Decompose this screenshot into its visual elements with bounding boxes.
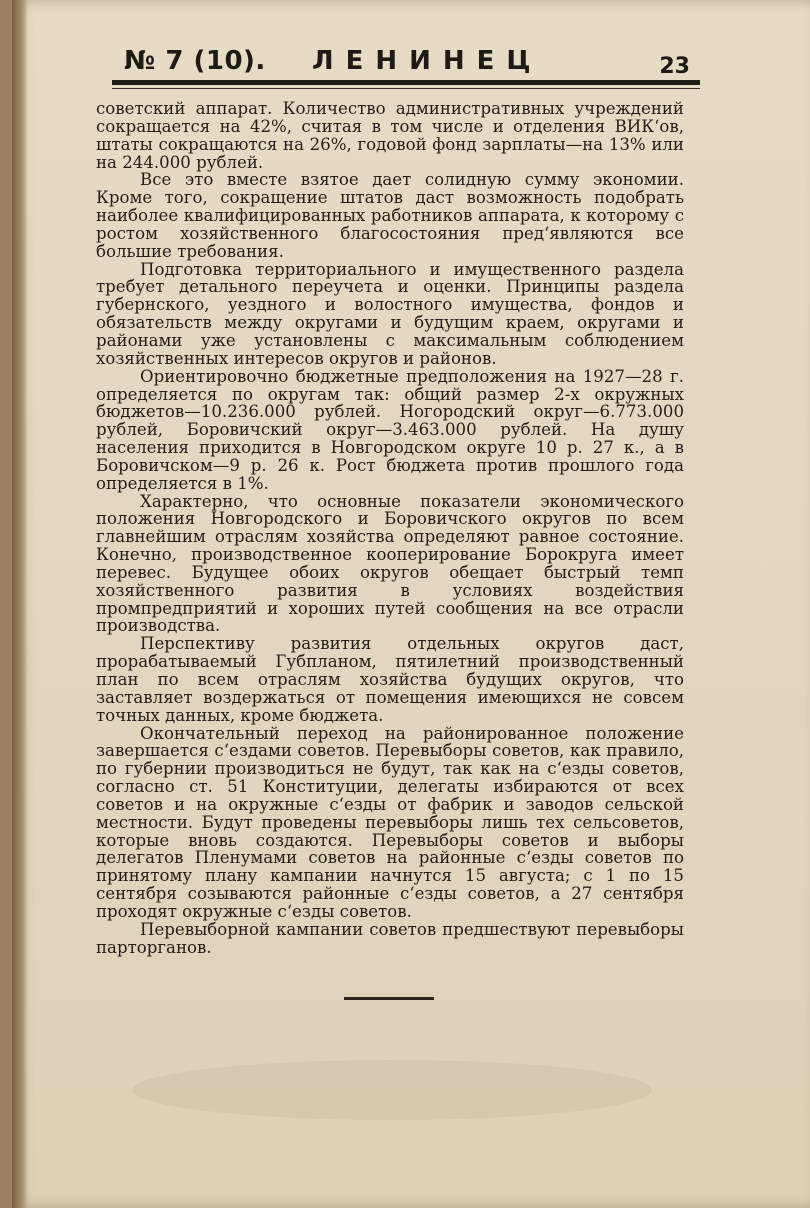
header-rule: [112, 80, 700, 85]
paragraph: Подготовка территориального и имущественного раздела требует детального переучета и оценки. Принципы раздела губернского, уездного и волостного имущества, фондов и обязательств между округами и будущим краем, округами и районами уже установлены с максимальным соблюдением хозяйственных интересов округов и районов.: [96, 259, 684, 368]
article-body: [96, 100, 684, 957]
header-rule-thin: [112, 88, 700, 89]
binding-shadow: [12, 0, 28, 1208]
page-number: 23: [659, 54, 690, 79]
paragraph: Окончательный переход на районированное положение завершается с‘ездами советов. Перевыборы советов, как правило, по губернии производиться не будут, так как на с‘езды советов, согласно ст. 51 Конституции, делегаты избираются от всех советов и на окружные с‘езды от фабрик и заводов сельской местности. Будут проведены перевыборы лишь тех сельсоветов, которые вновь создаются. Перевыборы советов и выборы делегатов Пленумами советов на районные с‘езды советов по принятому плану кампании начнутся 15 августа; с 1 по 15 сентября созываются районные с‘езды советов, а 27 сентября проходят окружные с‘езды советов.: [96, 723, 684, 921]
issue-number: № 7 (10).: [124, 46, 266, 76]
paper-stain: [132, 1060, 652, 1120]
article-end-rule: [344, 997, 434, 1000]
paragraph: Перспективу развития отдельных округов даст, прорабатываемый Губпланом, пятилетний производственный план по всем отраслям хозяйства будущих округов, что заставляет воздержаться от помещения имеющихся не совсем точных данных, кроме бюджета.: [96, 634, 684, 725]
paragraph-continuation: советский аппарат. Количество административных учреждений сокращается на 42%, считая в том числе и отделения ВИК‘ов, штаты сокращаются на 26%, годовой фонд зарплаты—на 13% или на 244.000 рублей.: [96, 99, 684, 172]
masthead-title: ЛЕНИНЕЦ: [312, 46, 543, 76]
paragraph: Характерно, что основные показатели экономического положения Новгородского и Боровичского округов по всем главнейшим отраслям хозяйства определяют равное состояние. Конечно, производственное кооперирование Борокруга имеет перевес. Будущее обоих округов обещает быстрый темп хозяйственного развития в условиях воздействия промпредприятий и хороших путей сообщения на все отрасли производства.: [96, 491, 684, 636]
page-header: [124, 40, 700, 94]
paragraph: Перевыборной кампании советов предшествуют перевыборы парторганов.: [96, 919, 684, 957]
paragraph: Все это вместе взятое дает солидную сумму экономии. Кроме того, сокращение штатов даст возможность подобрать наиболее квалифицированных работников аппарата, к которому с ростом хозяйственного благосостояния пред‘являются все большие требования.: [96, 170, 684, 261]
paragraph: Ориентировочно бюджетные предположения на 1927—28 г. определяется по округам так: общий размер 2-х окружных бюджетов—10.236.000 рублей. Ногородский округ—6.773.000 рублей, Боровичский округ—3.463.000 рублей. На душу населения приходится в Новгородском округе 10 р. 27 к., а в Боровичском—9 р. 26 к. Рост бюджета против прошлого года определяется в 1%.: [96, 366, 684, 493]
